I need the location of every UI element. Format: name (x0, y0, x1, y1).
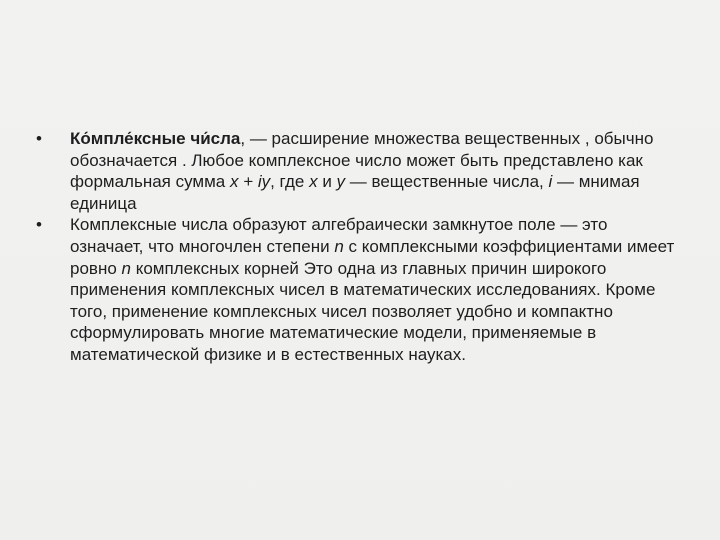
list-item-definition (36, 128, 684, 214)
formula-italic: x + iy (229, 172, 271, 192)
variable-italic: y (336, 172, 346, 192)
text-fragment: , — расширение множества вещественных , обычно обозначается . Любое комплексное число может быть представлено как формальная сумма (70, 129, 654, 192)
variable-italic: i (548, 172, 553, 192)
text-fragment: комплексных корней Это одна из главных причин широкого применения комплексных чисел в математических исследованиях. Кроме того, применение комплексных чисел позволяет удобно и компактно сформулировать многие математические модели, применяемые в математической физике и в естественных науках. (70, 258, 656, 364)
text-fragment: Комплексные числа образуют алгебраически замкнутое поле — это означает, что многочлен степени (70, 215, 608, 256)
list-item-properties (36, 214, 684, 365)
term-bold: Ко́мпле́ксные чи́сла (70, 129, 241, 148)
variable-italic: x (309, 172, 318, 192)
text-fragment: с комплексными коэффициентами имеет ровно (70, 236, 675, 278)
text-fragment: — вещественные числа, (345, 172, 549, 192)
bullet-icon: • (36, 215, 42, 235)
variable-italic: n (334, 236, 344, 256)
text-fragment: — мнимая единица (70, 172, 640, 213)
text-fragment: и (317, 172, 337, 192)
text-fragment: , где (270, 172, 310, 192)
slide-body (36, 128, 684, 366)
bullet-icon: • (36, 129, 42, 148)
bullet-list (36, 128, 684, 366)
variable-italic: n (121, 258, 131, 278)
